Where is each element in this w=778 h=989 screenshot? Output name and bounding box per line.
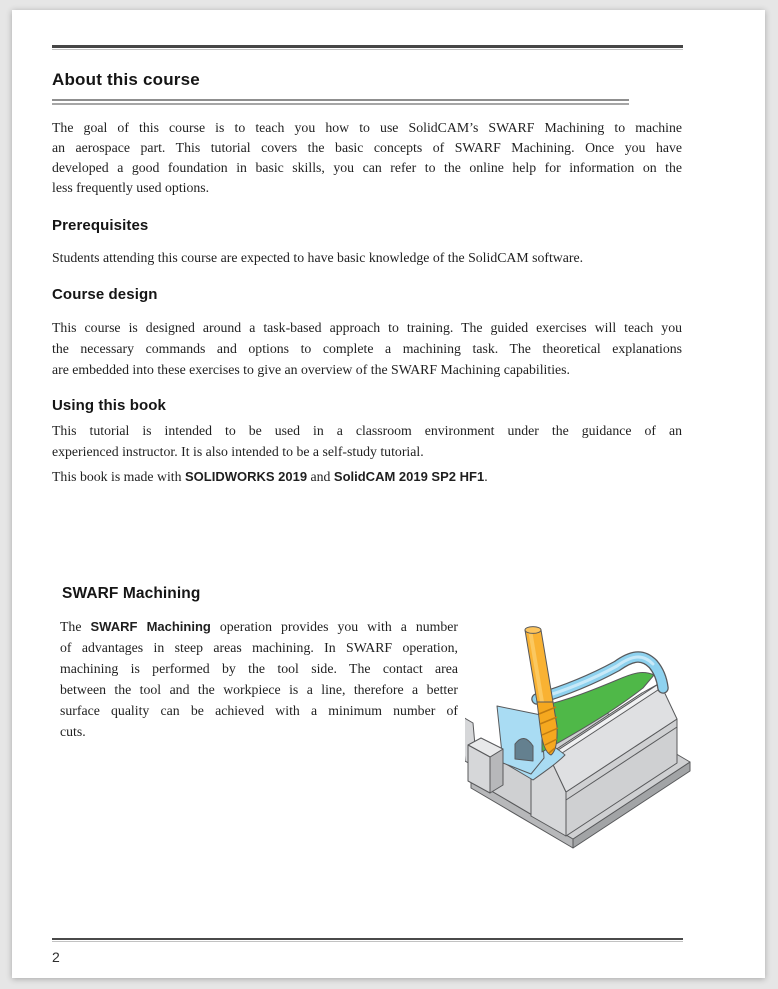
using-book-paragraph (52, 420, 682, 462)
swarf-line: machining is performed by the tool side. The contact area (60, 661, 458, 676)
swarf-machining-illustration (465, 618, 697, 850)
footer-rule (52, 938, 683, 942)
page-title: About this course (52, 70, 200, 89)
book-page (12, 10, 765, 978)
swarf-line: between the tool and the workpiece is a line, therefore a better (60, 682, 458, 697)
swarf-line1-rest: operation provides you with a number (210, 619, 458, 634)
wall-end-face (497, 706, 544, 774)
made-with-suffix: . (484, 469, 488, 484)
course-design-line: This course is designed around a task-based approach to training. The guided exercises will teach you (52, 320, 682, 335)
about-line: The goal of this course is to teach you how to use SolidCAM’s SWARF Machining to machine (52, 120, 682, 135)
top-rule (52, 45, 683, 50)
swarf-line: cuts. (60, 724, 86, 739)
solidworks-version: SOLIDWORKS 2019 (184, 469, 308, 484)
swarf-line: of advantages in steep areas machining. In SWARF operation, (60, 640, 458, 655)
about-paragraph (52, 118, 682, 198)
swarf-line: surface quality can be achieved with a minimum number of (60, 703, 458, 718)
swarf-line (60, 616, 458, 637)
prerequisites-line: Students attending this course are expected to have basic knowledge of the SolidCAM software. (52, 250, 584, 265)
swarf-paragraph (60, 616, 458, 742)
made-with-prefix: This book is made with (52, 469, 185, 484)
swarf-lead: The (60, 619, 91, 634)
course-design-heading: Course design (52, 286, 158, 303)
machine-scene (465, 627, 690, 848)
about-line: developed a good foundation in basic skills, you can refer to the online help for information on the (52, 160, 682, 175)
swarf-bold-term: SWARF Machining (90, 619, 211, 634)
using-book-line: This tutorial is intended to be used in a classroom environment under the guidance of an (52, 423, 682, 438)
using-book-heading: Using this book (52, 397, 166, 414)
made-with-note (52, 467, 682, 487)
course-design-line: are embedded into these exercises to give an overview of the SWARF Machining capabilities. (52, 362, 570, 377)
using-book-line: experienced instructor. It is also intended to be a self-study tutorial. (52, 444, 424, 459)
course-design-paragraph (52, 317, 682, 380)
about-line: an aerospace part. This tutorial covers the basic concepts of SWARF Machining. Once you have (52, 140, 682, 155)
course-design-line: the necessary commands and options to complete a machining task. The theoretical explanations (52, 341, 682, 356)
prerequisites-heading: Prerequisites (52, 217, 149, 234)
solidcam-version: SolidCAM 2019 SP2 HF1 (333, 469, 485, 484)
about-line: less frequently used options. (52, 180, 210, 195)
made-with-line (52, 467, 682, 487)
clamp-notch (515, 738, 533, 761)
page-number: 2 (52, 949, 60, 965)
prerequisites-paragraph (52, 248, 682, 268)
swarf-heading: SWARF Machining (62, 585, 201, 602)
swarf-illustration-svg (465, 618, 697, 850)
made-with-conjunction: and (307, 469, 334, 484)
title-underline-rule (52, 99, 629, 105)
